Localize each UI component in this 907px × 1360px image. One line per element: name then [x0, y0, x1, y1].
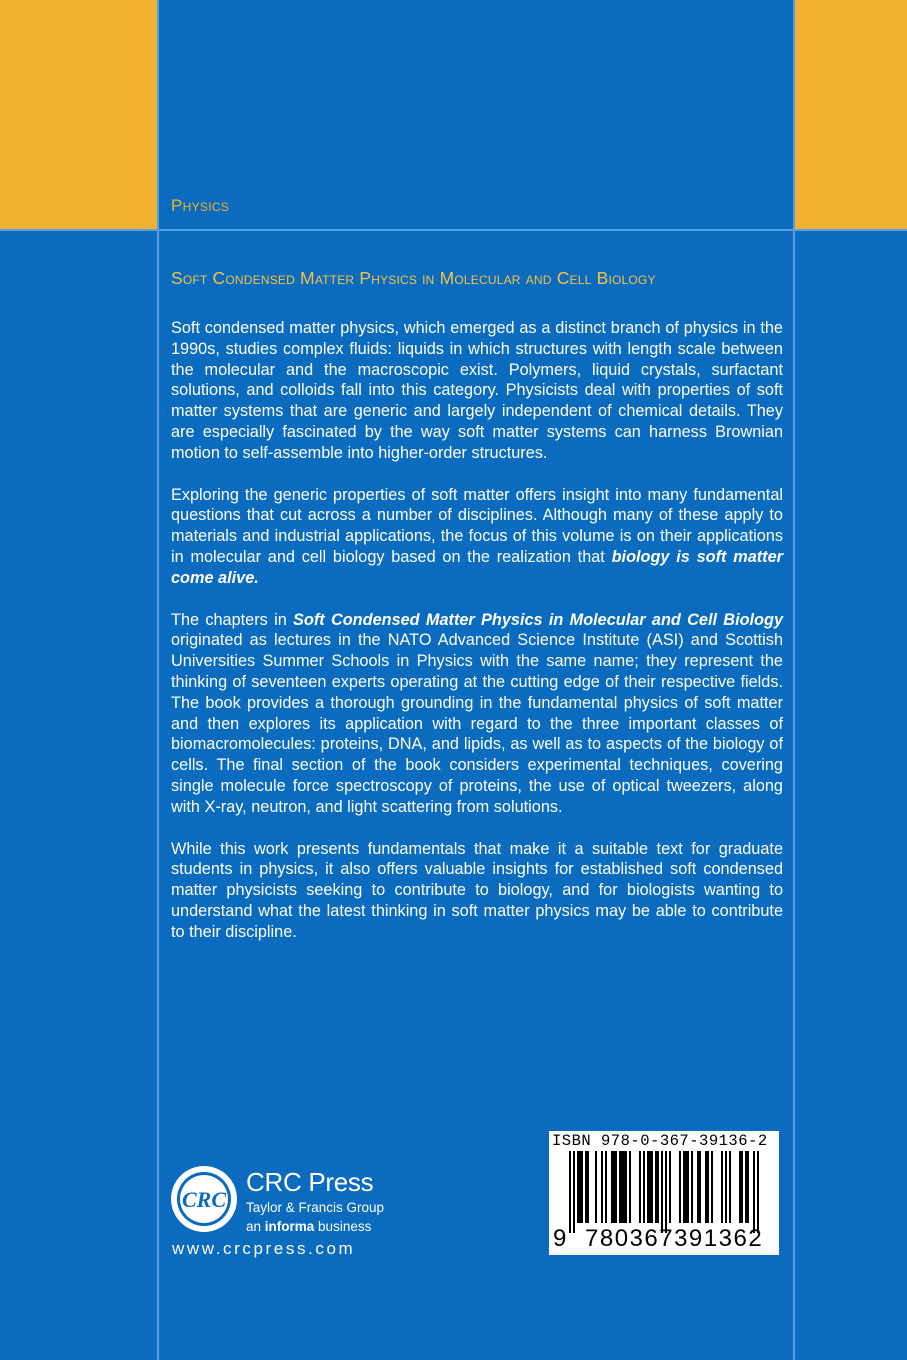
barcode-bar [699, 1151, 701, 1223]
barcode-bar [649, 1151, 651, 1223]
barcode-bar [687, 1151, 689, 1223]
barcode-bar [647, 1151, 649, 1223]
barcode-bar [595, 1151, 597, 1223]
barcode-bar [619, 1151, 621, 1223]
horizontal-rule [0, 229, 907, 231]
barcode-bar [577, 1151, 579, 1223]
barcode-bar [707, 1151, 709, 1223]
isbn-barcode: ISBN 978-0-367-39136-2 9 780367391362 [549, 1131, 779, 1255]
barcode-bar [697, 1151, 699, 1223]
barcode-bar [669, 1151, 671, 1223]
book-title-inline: Soft Condensed Matter Physics in Molecular and Cell Biology [293, 610, 784, 629]
svg-text:CRC: CRC [181, 1187, 227, 1212]
barcode-bar [605, 1151, 607, 1223]
barcode-bar [747, 1151, 749, 1223]
book-title: Soft Condensed Matter Physics in Molecular and Cell Biology [171, 268, 656, 288]
orange-corner-right [795, 0, 907, 229]
barcode-bar [657, 1151, 659, 1223]
barcode-bar [665, 1151, 667, 1233]
barcode-bar [739, 1151, 741, 1223]
barcode-bar [611, 1151, 613, 1223]
barcode-bar [587, 1151, 589, 1223]
emphasis-text: biology is soft matter come alive. [171, 547, 783, 587]
crc-logo-icon [170, 1165, 238, 1233]
publisher-informa: an informa business [246, 1219, 372, 1234]
barcode-bar [629, 1151, 631, 1223]
paragraph-4: While this work presents fundamentals that make it a suitable text for graduate students in physics, it also offers valuable insights for established soft condensed matter physicists seeking to contribute to biology, and for biologists wanting to understand what the latest thinking in soft matter physics may be able to contribute to their discipline. [171, 839, 783, 941]
barcode-bar [651, 1151, 653, 1223]
publisher-url: www.crcpress.com [172, 1239, 356, 1258]
barcode-bar [621, 1151, 623, 1223]
barcode-bar [601, 1151, 603, 1223]
publisher-group: Taylor & Francis Group [246, 1200, 385, 1215]
barcode-bar [639, 1151, 641, 1223]
barcode-bar [655, 1151, 657, 1223]
description [171, 318, 783, 964]
barcode-bar [745, 1151, 747, 1223]
publisher-name: CRC Press [246, 1167, 374, 1197]
barcode-bar [725, 1151, 727, 1223]
barcode-bar [683, 1151, 685, 1223]
vertical-rule-left [157, 0, 159, 1360]
paragraph-1: Soft condensed matter physics, which emerged as a distinct branch of physics in the 1990s, studies complex fluids: liquids in which structures with length scale between the molecular and the macroscopic exist. Polymers, liquid crystals, surfactant solutions, and colloids fall into this category. Physicists deal with properties of soft matter systems that are generic and largely independent of chemical details. They are especially fascinated by the way soft matter systems can harness Brownian motion to self-assemble into higher-order structures. [171, 319, 783, 462]
barcode-bar [679, 1151, 681, 1223]
barcode-bar [729, 1151, 731, 1223]
barcode-bar [661, 1151, 663, 1233]
barcode-bar [625, 1151, 627, 1223]
barcode-bar [691, 1151, 693, 1223]
paragraph-3: The chapters in Soft Condensed Matter Physics in Molecular and Cell Biology originated as lectures in the NATO Advanced Science Institute (ASI) and Scottish Universities Summer Schools in Physics with the same name; they represent the thinking of seventeen experts operating at the cutting edge of their respective fields. The book provides a thorough grounding in the fundamental physics of soft matter and then explores its application with regard to the three important classes of biomacromolecules: proteins, DNA, and lipids, as well as to aspects of the biology of cells. The final section of the book considers experimental techniques, covering single molecule force spectroscopy of proteins, the use of optical tweezers, along with X-ray, neutron, and light scattering from solutions. [171, 610, 784, 816]
barcode-bar [705, 1151, 707, 1223]
barcode-bar [711, 1151, 713, 1223]
barcode-bar [573, 1151, 575, 1233]
paragraph-2: Exploring the generic properties of soft matter offers insight into many fundamental questions that cut across a number of disciplines. Although many of these apply to materials and industrial applications, the focus of this volume is on their applications in molecular and cell biology based on the realization that biology is soft matter come alive. [171, 485, 783, 587]
barcode-bar [753, 1151, 755, 1233]
barcode-bar [569, 1151, 571, 1233]
barcode-bar [643, 1151, 645, 1223]
barcode-bar [721, 1151, 723, 1223]
barcode-bar [585, 1151, 587, 1223]
isbn-label: ISBN 978-0-367-39136-2 [552, 1132, 768, 1150]
barcode-bar [741, 1151, 743, 1223]
barcode-bar [757, 1151, 759, 1233]
vertical-rule-right [793, 0, 795, 1360]
barcode-bar [685, 1151, 687, 1223]
orange-corner-left [0, 0, 157, 229]
barcode-bar [613, 1151, 615, 1223]
barcode-bar [579, 1151, 581, 1223]
publisher-block [168, 1163, 408, 1263]
barcode-bar [615, 1151, 617, 1223]
barcode-bar [581, 1151, 583, 1223]
barcode-bar [623, 1151, 625, 1223]
subject-category: Physics [171, 196, 230, 215]
